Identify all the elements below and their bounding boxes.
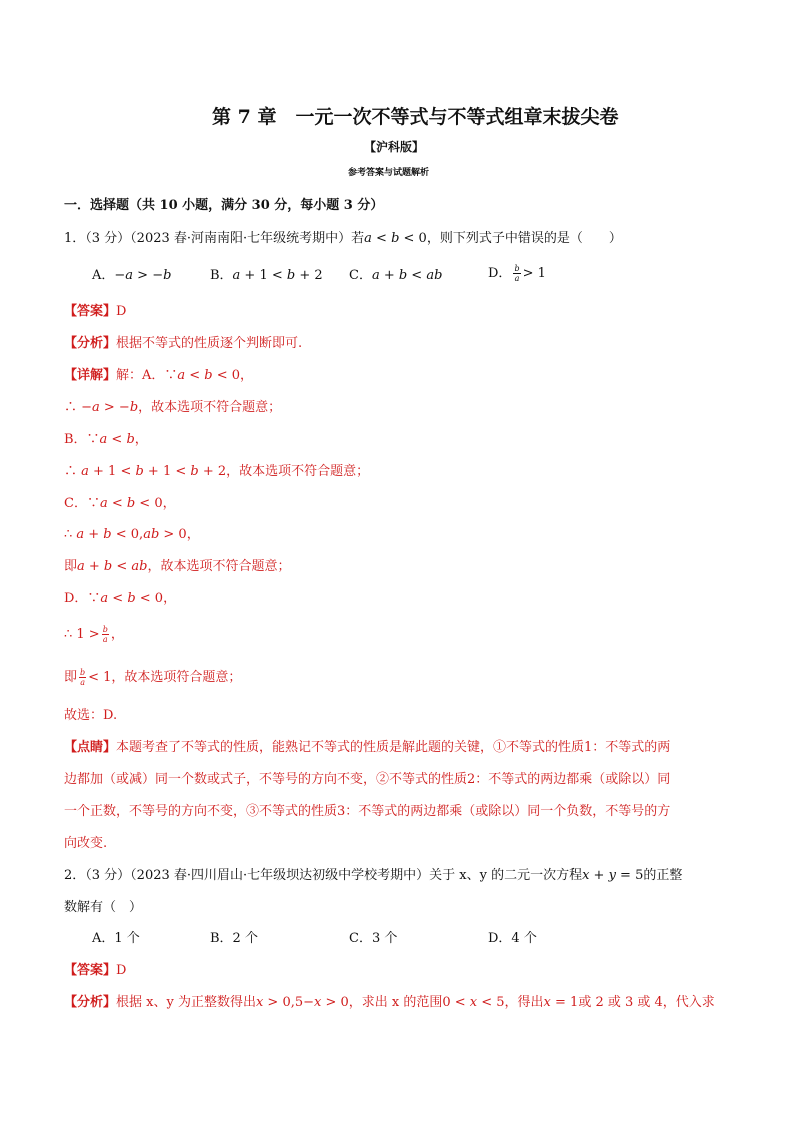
step-9-suffix: < 1，故本选项符合题意；	[88, 670, 242, 685]
edition-label: 【沪科版】	[364, 140, 425, 154]
q2-answer	[64, 961, 126, 981]
question-2-stem-line-1: 2．（3 分）（2023 春·四川眉山·七年级坝达初级中学校考期中）关于 x、y 的二元一次方程𝑥 + 𝑦 = 5的正整	[64, 868, 683, 883]
q1-option-d-prefix: D．	[488, 266, 512, 281]
q1-comment-line-1	[64, 738, 670, 758]
fraction-denominator: 𝑎	[514, 274, 520, 283]
section-heading: 一．选择题（共 10 小题，满分 30 分，每小题 3 分）	[64, 198, 384, 213]
analysis-text: 根据 x、y 为正整数得出𝑥 > 0,5−𝑥 > 0，求出 x 的范围0 < 𝑥 < 5，得出𝑥 = 1或 2 或 3 或 4，代入求	[116, 995, 715, 1010]
q2-option-a: A．1 个	[92, 931, 140, 946]
step-8-fraction	[102, 625, 109, 644]
step-8-suffix: ，	[110, 627, 124, 642]
q1-option-d	[488, 264, 546, 284]
q1-analysis	[64, 334, 302, 354]
analysis-text: 根据不等式的性质逐个判断即可.	[116, 336, 303, 351]
document-title: 第 7 章 一元一次不等式与不等式组章末拔尖卷	[212, 106, 619, 128]
q2-option-b: B．2 个	[210, 931, 258, 946]
analysis-tag: 【分析】	[64, 995, 117, 1010]
answer-tag: 【答案】	[64, 963, 117, 978]
question-2-stem-line-2: 数解有（ ）	[64, 900, 143, 915]
q2-option-d: D．4 个	[488, 931, 537, 946]
fraction-denominator: 𝑎	[80, 678, 85, 687]
q1-option-d-suffix: > 1	[522, 266, 546, 281]
q2-analysis	[64, 993, 715, 1013]
comment-tag: 【点睛】	[64, 740, 117, 755]
question-1-stem: 1．（3 分）（2023 春·河南南阳·七年级统考期中）若𝑎 < 𝑏 < 0，则下列式子中错误的是（ ）	[64, 231, 622, 246]
step-9-fraction	[79, 668, 86, 687]
fraction-denominator: 𝑎	[102, 635, 108, 644]
q1-answer	[64, 302, 126, 322]
q2-option-c: C．3 个	[349, 931, 398, 946]
q1-detail	[64, 366, 253, 386]
answer-tag: 【答案】	[64, 304, 117, 319]
q1-comment-line-3: 一个正数，不等号的方向不变，③不等式的性质3：不等式的两边都乘（或除以）同一个负数，不等号的方	[64, 804, 671, 819]
q1-step-1: ∴ −𝑎 > −𝑏，故本选项不符合题意；	[64, 400, 282, 415]
comment-text: 本题考查了不等式的性质，能熟记不等式的性质是解此题的关键，①不等式的性质1：不等式的两	[116, 740, 671, 755]
fraction-numerator: 𝑏	[514, 264, 520, 273]
step-8-prefix: ∴ 1 >	[64, 627, 100, 642]
q1-step-7: D．∵𝑎 < 𝑏 < 0，	[64, 591, 177, 606]
step-9-prefix: 即	[64, 670, 78, 685]
fraction-numerator: 𝑏	[80, 668, 86, 677]
fraction-numerator: 𝑏	[102, 625, 108, 634]
answer-value: D	[116, 963, 127, 978]
detail-text: 解：A．∵𝑎 < 𝑏 < 0，	[116, 368, 254, 383]
q1-step-8	[64, 625, 124, 645]
q1-option-c: C．𝑎 + 𝑏 < 𝑎𝑏	[349, 268, 443, 283]
q1-option-d-fraction	[513, 264, 520, 283]
q1-option-b: B．𝑎 + 1 < 𝑏 + 2	[210, 268, 323, 283]
detail-tag: 【详解】	[64, 368, 117, 383]
q1-option-a: A．−𝑎 > −𝑏	[92, 268, 172, 283]
q1-step-2: B．∵𝑎 < 𝑏，	[64, 432, 148, 447]
document-subtitle: 参考答案与试题解析	[348, 168, 430, 178]
q1-step-10: 故选：D.	[64, 708, 118, 723]
q1-comment-line-2: 边都加（或减）同一个数或式子，不等号的方向不变，②不等式的性质2：不等式的两边都乘（或除以）同	[64, 772, 671, 787]
q1-step-5: ∴ 𝑎 + 𝑏 < 0,𝑎𝑏 > 0，	[64, 527, 200, 542]
answer-value: D	[116, 304, 127, 319]
analysis-tag: 【分析】	[64, 336, 117, 351]
q1-comment-line-4: 向改变.	[64, 836, 108, 851]
q1-step-3: ∴ 𝑎 + 1 < 𝑏 + 1 < 𝑏 + 2，故本选项不符合题意；	[64, 464, 370, 479]
q1-step-6: 即𝑎 + 𝑏 < 𝑎𝑏，故本选项不符合题意；	[64, 559, 291, 574]
q1-step-4: C．∵𝑎 < 𝑏 < 0，	[64, 496, 176, 511]
q1-step-9	[64, 668, 241, 688]
